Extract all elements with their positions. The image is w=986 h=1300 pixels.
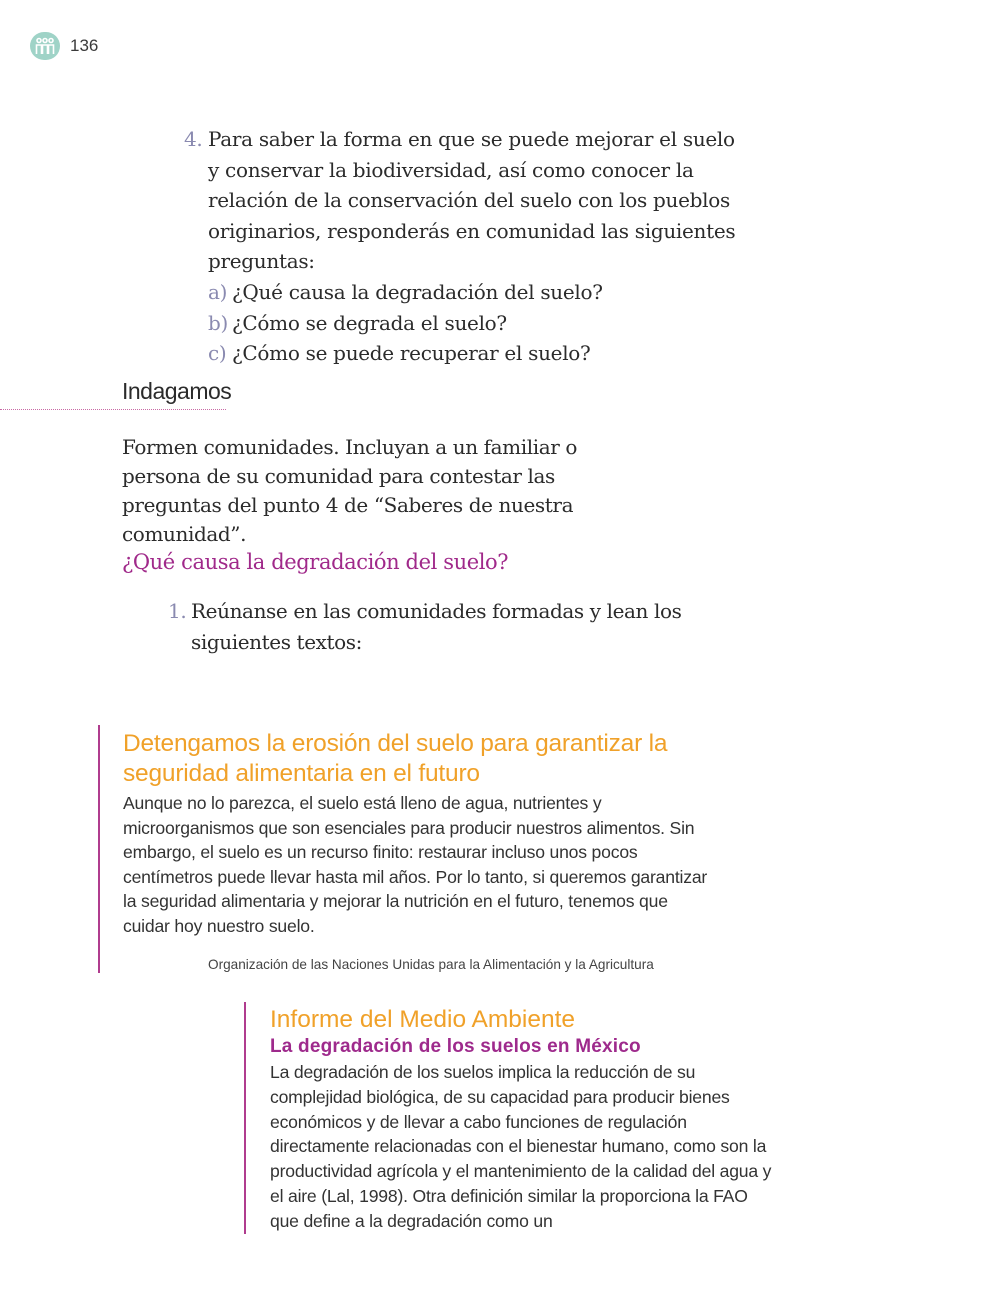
reading-source: Organización de las Naciones Unidas para la Alimentación y la Agricultura bbox=[208, 957, 654, 972]
question-text: Para saber la forma en que se puede mejorar el suelo y conservar la biodiversidad, así como conocer la relación de la conservación del suelo con los pueblos originarios, responderás en comunidad las siguientes preguntas: bbox=[208, 127, 736, 274]
intro-paragraph: Formen comunidades. Incluyan a un familiar o persona de su comunidad para contestar las preguntas del punto 4 de “Saberes de nuestra comunidad”. bbox=[122, 435, 578, 546]
reading-box-fao bbox=[98, 725, 720, 973]
reading-title: Informe del Medio Ambiente bbox=[270, 1006, 576, 1033]
page-number: 136 bbox=[70, 36, 99, 55]
question-number: 4. bbox=[184, 127, 203, 151]
question-subitem-c bbox=[208, 338, 744, 369]
reading-subtitle: La degradación de los suelos en México bbox=[270, 1036, 641, 1057]
subitem-letter: b) bbox=[208, 310, 229, 335]
subitem-text: ¿Cómo se puede recuperar el suelo? bbox=[232, 341, 591, 366]
question-subitem-b bbox=[208, 308, 744, 339]
reading-title: Detengamos la erosión del suelo para garantizar la seguridad alimentaria en el futuro bbox=[123, 730, 668, 787]
section-divider bbox=[0, 409, 226, 410]
reading-body: Aunque no lo parezca, el suelo está lleno de agua, nutrientes y microorganismos que son esenciales para producir nuestros alimentos. Sin embargo, el suelo es un recurso finito: restaurar incluso unos pocos centímetros puede llevar hasta mil años. Por lo tanto, si queremos garantizar la seguridad alimentaria y mejorar la nutrición en el futuro, tenemos que cuidar hoy nuestro suelo. bbox=[123, 793, 708, 936]
question-subitem-a bbox=[208, 277, 744, 308]
subitem-letter: c) bbox=[208, 341, 227, 366]
reading-box-report bbox=[244, 1002, 806, 1234]
subitem-text: ¿Qué causa la degradación del suelo? bbox=[232, 279, 603, 304]
question-4 bbox=[184, 124, 744, 369]
step-text: Reúnanse en las comunidades formadas y lean los siguientes textos: bbox=[191, 599, 682, 654]
question-subheading: ¿Qué causa la degradación del suelo? bbox=[122, 550, 509, 574]
community-icon bbox=[30, 32, 60, 60]
page-header bbox=[30, 32, 98, 60]
reading-body: La degradación de los suelos implica la reducción de su complejidad biológica, de su capacidad para producir bienes económicos y de llevar a cabo funciones de regulación directamente relacionadas con el bienestar humano, como son la productividad agrícola y el mantenimiento de la calidad del agua y el aire (Lal, 1998). Otra definición similar la proporciona la FAO que define a la degradación como un bbox=[270, 1062, 772, 1231]
subitem-letter: a) bbox=[208, 279, 228, 304]
section-heading: Indagamos bbox=[122, 378, 232, 404]
step-1 bbox=[168, 596, 688, 658]
subitem-text: ¿Cómo se degrada el suelo? bbox=[232, 310, 507, 335]
step-number: 1. bbox=[168, 599, 187, 623]
